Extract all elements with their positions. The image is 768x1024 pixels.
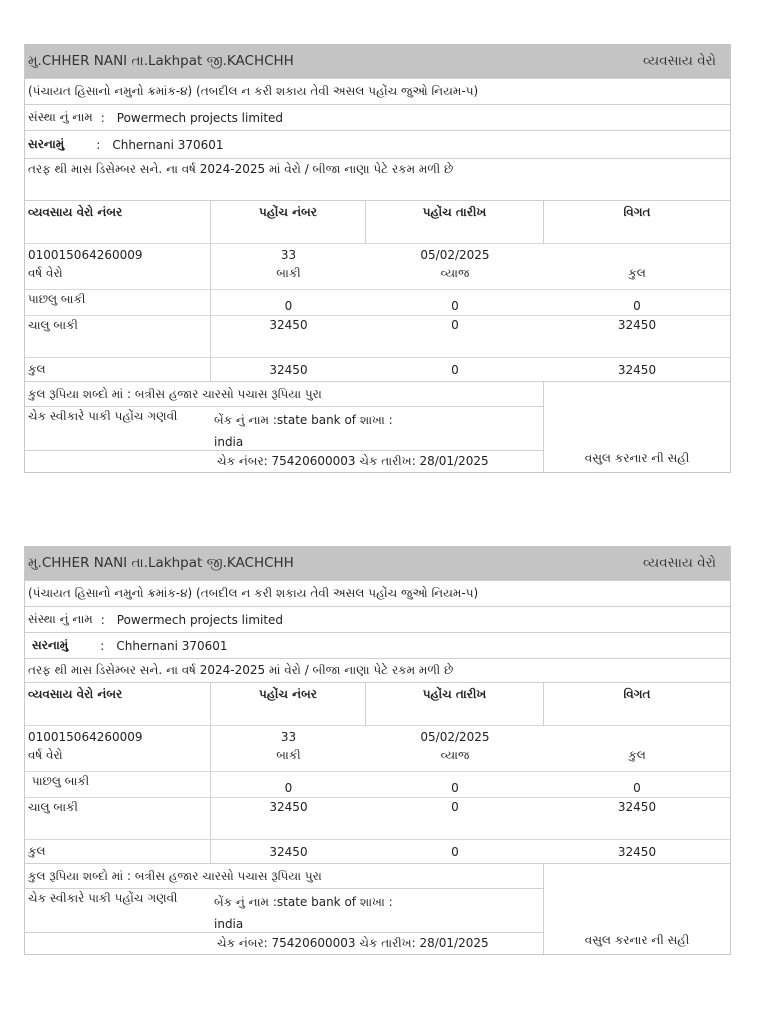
row-label-current-due: ચાલુ બાકી [25,797,211,839]
cheque-row [25,450,543,472]
form-note-row [25,580,730,606]
sub-header-year-tax: વર્ષ વેરો [25,265,211,289]
org-row [25,606,730,632]
address-row [25,632,730,658]
row-label-total: કુલ [25,839,211,863]
receipt-number: 33 [211,243,366,265]
receipt-2 [24,546,731,955]
sub-header-year-tax: વર્ષ વેરો [25,747,211,771]
current-interest: 0 [366,797,544,839]
cheque-details: ચેક નંબર: 75420600003 ચેક તારીખ: 28/01/2025 [217,936,489,950]
col-header-receipt-date: પહોંચ તારીખ [366,201,544,243]
row-label-previous-due: પાછલુ બાકી [25,289,211,315]
receipt-footer [25,381,730,472]
row-label-total: કુલ [25,357,211,381]
received-line: તરફ થી માસ ડિસેમ્બર સને. ના વર્ષ 2024-2025 માં વેરો / બીજા નાણા પેટે રકમ મળી છે [28,663,454,677]
form-note: (પંચાયત હિસાનો નમુનો ક્રમાંક-૪) (તબદીલ ન કરી શકાય તેવી અસલ પહોંચ જુઓ નિયમ-પ) [28,586,479,600]
col-header-tax-number: વ્યવસાય વેરો નંબર [25,201,211,243]
col-header-details: વિગત [623,687,651,701]
org-colon: : [100,110,105,125]
form-note: (પંચાયત હિસાનો નમુનો ક્રમાંક-૪) (તબદીલ ન કરી શકાય તેવી અસલ પહોંચ જુઓ નિયમ-પ) [28,84,479,98]
received-line: તરફ થી માસ ડિસેમ્બર સને. ના વર્ષ 2024-2025 માં વેરો / બીજા નાણા પેટે રકમ મળી છે [28,162,454,176]
previous-total: 0 [544,289,730,315]
tax-number: 010015064260009 [25,725,211,747]
org-name: Powermech projects limited [116,110,284,125]
amount-words-row [25,864,543,888]
grand-due: 32450 [211,839,366,863]
org-label: સંસ્થા નું નામ [28,612,93,626]
bank-row [25,406,543,450]
details-value [544,243,730,265]
previous-interest: 0 [366,771,544,797]
grand-interest: 0 [366,357,544,381]
current-due: 32450 [211,315,366,357]
org-name: Powermech projects limited [116,612,284,627]
grand-interest: 0 [366,839,544,863]
col-header-receipt-number: પહોંચ નંબર [211,683,366,725]
previous-total: 0 [544,771,730,797]
receipt-1 [24,44,731,473]
org-row [25,104,730,130]
receipt-date: 05/02/2025 [366,725,544,747]
cheque-note: ચેક સ્વીકારે પાકી પહોંચ ગણવી [28,891,178,905]
current-interest: 0 [366,315,544,357]
amount-words-row [25,382,543,406]
cheque-note: ચેક સ્વીકારે પાકી પહોંચ ગણવી [28,409,178,423]
previous-due: 0 [211,771,366,797]
col-header-receipt-number: પહોંચ નંબર [211,201,366,243]
sub-header-due: બાકી [276,748,301,762]
address-colon: : [96,137,101,152]
form-note-row [25,78,730,104]
col-header-receipt-date: પહોંચ તારીખ [366,683,544,725]
sub-header-total: કુલ [628,748,646,762]
bank-name-cont: india [214,917,244,931]
bank-name-cont: india [214,435,244,449]
sub-header-due: બાકી [276,266,301,280]
receipt-header [25,546,730,580]
address-label: સરનામું [28,137,65,151]
grand-total: 32450 [544,357,730,381]
col-header-details: વિગત [623,205,651,219]
bank-name: બેંક નું નામ :state bank of શાખા : [214,895,393,909]
details-value [544,725,730,747]
org-label: સંસ્થા નું નામ [28,110,93,124]
current-total: 32450 [544,315,730,357]
address-row [25,130,730,158]
tax-number: 010015064260009 [25,243,211,265]
address-value: Chhernani 370601 [112,137,224,152]
cheque-row [25,932,543,954]
received-row [25,658,730,682]
receipt-footer [25,863,730,954]
address-label: સરનામું [32,638,69,652]
tax-table [25,200,730,381]
collector-signature: વસુલ કરનાર ની સહી [584,933,690,947]
row-label-current-due: ચાલુ બાકી [25,315,211,357]
bank-row [25,888,543,932]
amount-in-words: કુલ રૂપિયા શબ્દો માં : બત્રીસ હજાર ચારસો પચાસ રૂપિયા પુરા [28,868,322,883]
grand-due: 32450 [211,357,366,381]
receipt-number: 33 [211,725,366,747]
address-colon: : [100,638,105,653]
tax-table [25,682,730,863]
tax-type-title: વ્યવસાય વેરો [642,555,716,571]
tax-type-title: વ્યવસાય વેરો [642,53,716,69]
current-total: 32450 [544,797,730,839]
previous-due: 0 [211,289,366,315]
receipt-header [25,44,730,78]
org-colon: : [100,612,105,627]
amount-in-words: કુલ રૂપિયા શબ્દો માં : બત્રીસ હજાર ચારસો પચાસ રૂપિયા પુરા [28,386,322,401]
row-label-previous-due: પાછલુ બાકી [25,771,211,797]
address-value: Chhernani 370601 [116,638,228,653]
cheque-details: ચેક નંબર: 75420600003 ચેક તારીખ: 28/01/2025 [217,454,489,468]
sub-header-total: કુલ [628,266,646,280]
sub-header-interest: વ્યાજ [440,266,470,280]
village-taluka-district: મુ.CHHER NANI તા.Lakhpat જી.KACHCHH [28,53,294,69]
sub-header-interest: વ્યાજ [440,748,470,762]
col-header-tax-number: વ્યવસાય વેરો નંબર [25,683,211,725]
grand-total: 32450 [544,839,730,863]
bank-name: બેંક નું નામ :state bank of શાખા : [214,413,393,427]
collector-signature: વસુલ કરનાર ની સહી [584,451,690,465]
previous-interest: 0 [366,289,544,315]
received-row [25,158,730,200]
village-taluka-district: મુ.CHHER NANI તા.Lakhpat જી.KACHCHH [28,555,294,571]
current-due: 32450 [211,797,366,839]
receipt-date: 05/02/2025 [366,243,544,265]
